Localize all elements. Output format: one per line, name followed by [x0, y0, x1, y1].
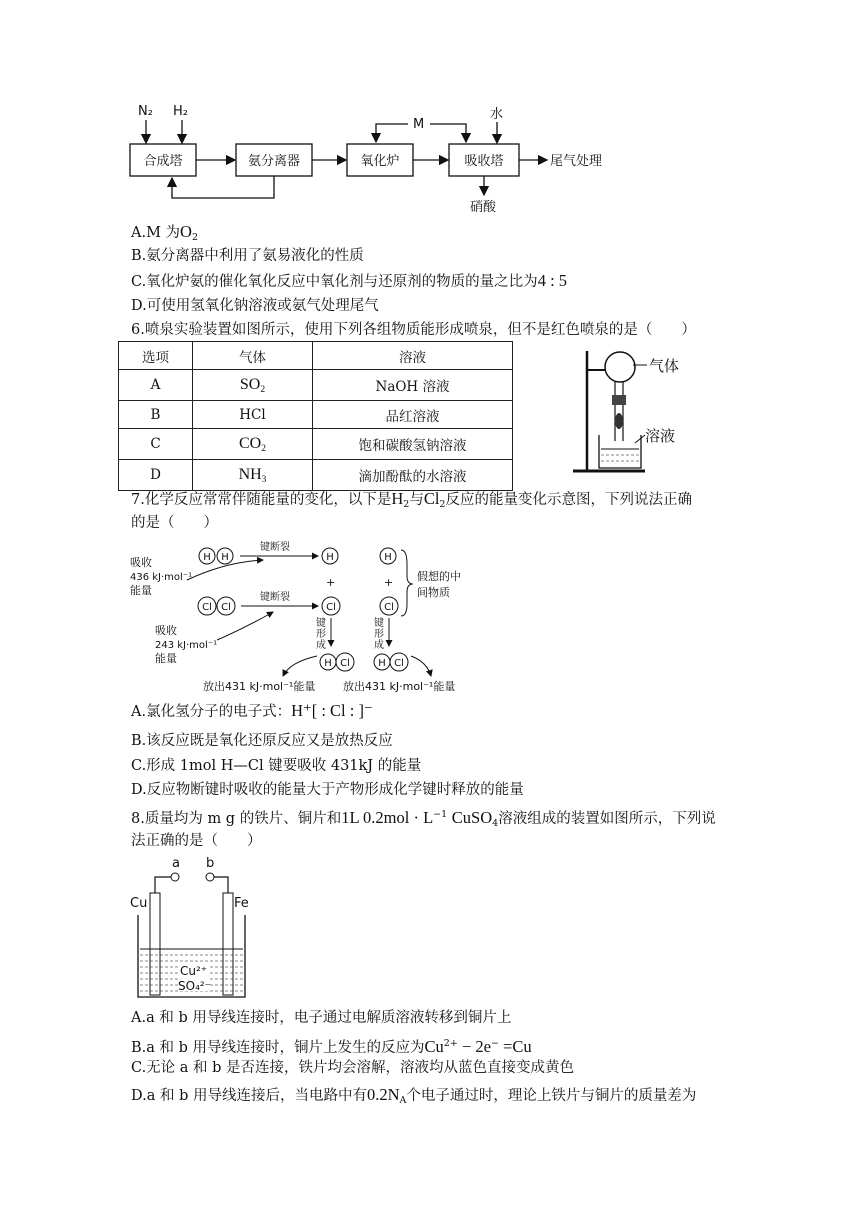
q6-stem: 6.喷泉实验装置如图所示，使用下列各组物质能形成喷泉，但不是红色喷泉的是（ ）: [131, 322, 696, 338]
svg-text:+: +: [384, 576, 394, 589]
svg-text:能量: 能量: [130, 584, 152, 597]
svg-text:Cl: Cl: [394, 658, 404, 669]
svg-text:键断裂: 键断裂: [260, 542, 290, 553]
q6-options-table: [118, 341, 513, 491]
svg-text:H: H: [326, 552, 334, 563]
flow-tail-gas: 尾气处理: [550, 154, 603, 169]
svg-text:a: a: [172, 856, 180, 871]
svg-text:键断裂: 键断裂: [260, 592, 290, 603]
synthesis-tower-label: 合成塔: [143, 154, 183, 169]
flow-nitric-acid: 硝酸: [470, 200, 497, 215]
fountain-apparatus-figure: [565, 343, 695, 478]
svg-text:H: H: [384, 552, 392, 563]
fig-gas-label: 气体: [649, 357, 680, 375]
flow-water: 水: [490, 107, 504, 122]
svg-text:形: 形: [316, 629, 326, 640]
q5-option-a: A.M 为$O_2$: [131, 222, 199, 243]
q5-option-b: B.氨分离器中利用了氨易液化的性质: [131, 248, 364, 264]
svg-text:Fe: Fe: [234, 896, 249, 911]
oxidation-furnace-label: 氧化炉: [360, 154, 400, 169]
svg-text:+: +: [326, 576, 336, 589]
svg-text:Cl: Cl: [384, 602, 394, 613]
table-row: B HCl 品红溶液: [119, 401, 513, 429]
table-row: A $SO_2$ NaOH 溶液: [119, 370, 513, 401]
svg-text:成: 成: [316, 640, 326, 651]
nitric-acid-flow-diagram: [120, 98, 620, 216]
release-energy-right: 放出431 kJ·mol⁻¹能量: [343, 680, 456, 693]
table-row: C $CO_2$ 饱和碳酸氢钠溶液: [119, 429, 513, 460]
galvanic-cell-figure: [128, 853, 258, 1003]
svg-text:吸收: 吸收: [130, 556, 152, 569]
flow-h2: H₂: [173, 104, 188, 119]
absorption-tower-label: 吸收塔: [464, 154, 504, 169]
svg-text:形: 形: [374, 629, 384, 640]
q8-stem: 8.质量均为 m g 的铁片、铜片和1L $0.2mol \cdot L^{-1}$ CuSO$_4$溶液组成的装置如图所示，下列说: [131, 808, 716, 829]
svg-text:键: 键: [374, 618, 384, 629]
svg-text:H: H: [324, 658, 332, 669]
header-option: 选项: [119, 342, 193, 370]
release-energy-left: 放出431 kJ·mol⁻¹能量: [203, 680, 316, 693]
svg-text:Cu: Cu: [130, 896, 148, 911]
svg-text:243 kJ·mol⁻¹: 243 kJ·mol⁻¹: [155, 640, 218, 651]
svg-text:H: H: [378, 658, 386, 669]
q8-option-d: D.a 和 b 用导线连接后，当电路中有$0.2N_A$个电子通过时，理论上铁片与铜片的质量差为: [131, 1085, 697, 1106]
svg-text:Cl: Cl: [202, 602, 212, 613]
h2-cl2-energy-diagram: [125, 540, 485, 695]
q7-option-b: B.该反应既是氧化还原反应又是放热反应: [131, 733, 393, 749]
svg-text:假想的中: 假想的中: [417, 570, 461, 583]
svg-text:成: 成: [374, 640, 384, 651]
header-solution: 溶液: [313, 342, 513, 370]
q8-stem-line2: 法正确的是（ ）: [131, 833, 262, 849]
q5-option-d: D.可使用氢氧化钠溶液或氨气处理尾气: [131, 298, 379, 314]
q5-option-c: C.氧化炉氨的催化氧化反应中氧化剂与还原剂的物质的量之比为4 : 5: [131, 271, 568, 290]
q7-stem: 7.化学反应常常伴随能量的变化，以下是$H_2$与$Cl_2$反应的能量变化示意图，下列说法正确: [131, 489, 692, 510]
svg-text:SO₄²⁻: SO₄²⁻: [178, 979, 212, 993]
fig-solution-label: 溶液: [645, 427, 676, 445]
svg-text:键: 键: [316, 618, 326, 629]
svg-text:吸收: 吸收: [155, 624, 177, 637]
svg-text:间物质: 间物质: [417, 586, 450, 599]
q7-option-c: C.形成 1mol H—Cl 键要吸收 431kJ 的能量: [131, 758, 422, 774]
q7-stem-line2: 的是（ ）: [131, 515, 218, 531]
svg-text:H: H: [203, 552, 211, 563]
flow-m: M: [413, 117, 425, 132]
svg-text:Cl: Cl: [326, 602, 336, 613]
svg-text:Cl: Cl: [221, 602, 231, 613]
q8-option-a: A.a 和 b 用导线连接时，电子通过电解质溶液转移到铜片上: [131, 1010, 512, 1026]
svg-text:Cl: Cl: [340, 658, 350, 669]
q8-option-b: B.a 和 b 用导线连接时，铜片上发生的反应为$Cu^{2+} - 2e^- =Cu$: [131, 1037, 532, 1056]
ammonia-separator-label: 氨分离器: [247, 154, 301, 169]
q7-option-d: D.反应物断键时吸收的能量大于产物形成化学键时释放的能量: [131, 782, 524, 798]
flow-n2: N₂: [138, 104, 153, 119]
q8-option-c: C.无论 a 和 b 是否连接，铁片均会溶解，溶液均从蓝色直接变成黄色: [131, 1060, 575, 1076]
svg-text:Cu²⁺: Cu²⁺: [180, 964, 208, 978]
svg-text:H: H: [221, 552, 229, 563]
table-row: D $NH_3$ 滴加酚酞的水溶液: [119, 460, 513, 491]
header-gas: 气体: [193, 342, 313, 370]
svg-text:b: b: [206, 856, 215, 871]
svg-text:436 kJ·mol⁻¹: 436 kJ·mol⁻¹: [130, 572, 193, 583]
svg-text:能量: 能量: [155, 652, 177, 665]
q7-option-a: A.氯化氢分子的电子式：H⁺[ : Cl : ]⁻: [131, 701, 373, 720]
